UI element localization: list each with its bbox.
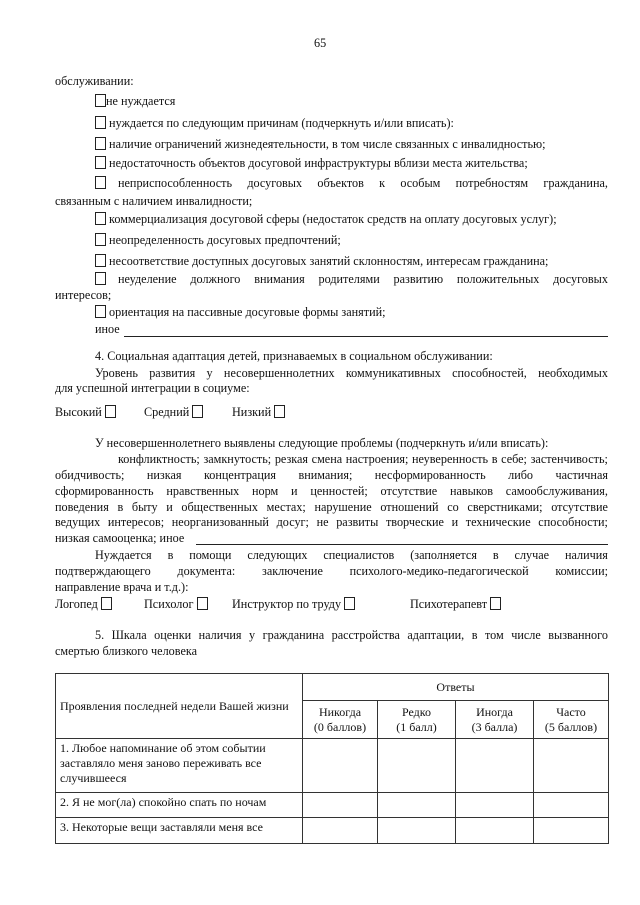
checkbox[interactable] <box>192 405 203 418</box>
row-question: 2. Я не мог(ла) спокойно спать по ночам <box>56 793 303 818</box>
option-parents-line2: интересов; <box>55 288 112 302</box>
problems-line3: сформированность нравственных норм и ценностей; отсутствие навыков самообслуживания, <box>55 484 608 498</box>
col-often: Часто (5 баллов) <box>534 701 609 739</box>
answer-cell[interactable] <box>303 739 378 793</box>
checkbox[interactable] <box>95 254 106 267</box>
answer-cell[interactable] <box>378 739 456 793</box>
answer-cell[interactable] <box>456 739 534 793</box>
table-row <box>56 739 609 793</box>
checkbox[interactable] <box>101 597 112 610</box>
level-line1: Уровень развития у несовершеннолетних коммуникативных способностей, необходимых <box>95 366 608 380</box>
header-manifestations: Проявления последней недели Вашей жизни <box>56 674 303 739</box>
checkbox[interactable] <box>344 597 355 610</box>
answer-cell[interactable] <box>456 793 534 818</box>
answer-cell[interactable] <box>534 793 609 818</box>
level-medium[interactable]: Средний <box>144 405 203 420</box>
option-infrastructure[interactable]: недостаточность объектов досуговой инфраструктуры вблизи места жительства; <box>95 156 528 171</box>
checkbox[interactable] <box>490 597 501 610</box>
row-question: 3. Некоторые вещи заставляли меня все <box>56 818 303 844</box>
answer-cell[interactable] <box>534 739 609 793</box>
answer-cell[interactable] <box>456 818 534 844</box>
other-input-line[interactable] <box>124 336 608 337</box>
level-low[interactable]: Низкий <box>232 405 285 420</box>
option-uncertainty[interactable]: неопределенность досуговых предпочтений; <box>95 233 341 248</box>
section5-heading-line1: 5. Шкала оценки наличия у гражданина расстройства адаптации, в том числе вызванного <box>95 628 608 642</box>
checkbox[interactable] <box>95 116 106 129</box>
checkbox[interactable] <box>274 405 285 418</box>
option-parents-line1: неуделение должного внимания родителями развитию положительных досуговых <box>118 272 608 286</box>
specialist-psychologist[interactable]: Психолог <box>144 597 208 612</box>
specialist-psychotherapist[interactable]: Психотерапевт <box>410 597 501 612</box>
checkbox-unfit[interactable] <box>95 176 106 189</box>
specialists-line2: подтверждающего документа: заключение психолого-медико-педагогической комиссии; <box>55 564 608 578</box>
option-passive[interactable]: ориентация на пассивные досуговые формы занятий; <box>95 305 386 320</box>
answer-cell[interactable] <box>303 818 378 844</box>
checkbox-parents[interactable] <box>95 272 106 285</box>
problems-line2: обидчивость; низкая концентрация внимания; несформированность либо частичная <box>55 468 608 482</box>
option-unfit-line1: неприспособленность досуговых объектов к особым потребностям гражданина, <box>118 176 608 190</box>
answer-cell[interactable] <box>378 793 456 818</box>
adaptation-scale-table <box>55 673 609 844</box>
answer-cell[interactable] <box>534 818 609 844</box>
table-row <box>56 818 609 844</box>
checkbox[interactable] <box>105 405 116 418</box>
specialists-line1: Нуждается в помощи следующих специалистов (заполняется в случае наличия <box>95 548 608 562</box>
specialists-line3: направление врача и т.д.): <box>55 580 189 594</box>
problems-line5: ведущих интересов; неорганизованный досуг; не развиты творческие и технические способности; <box>55 515 608 529</box>
section5-heading-line2: смертью близкого человека <box>55 644 197 658</box>
checkbox[interactable] <box>95 212 106 225</box>
col-sometimes: Иногда (3 балла) <box>456 701 534 739</box>
checkbox[interactable] <box>95 137 106 150</box>
problems-line6: низкая самооценка; иное <box>55 531 185 545</box>
other-label: иное <box>95 322 120 336</box>
section4-heading: 4. Социальная адаптация детей, признаваемых в социальном обслуживании: <box>95 349 493 363</box>
answer-cell[interactable] <box>378 818 456 844</box>
option-limitations[interactable]: наличие ограничений жизнедеятельности, в том числе связанных с инвалидностью; <box>95 137 546 152</box>
option-needs[interactable]: нуждается по следующим причинам (подчеркнуть и/или вписать): <box>95 116 454 131</box>
answer-cell[interactable] <box>303 793 378 818</box>
option-commercialization[interactable]: коммерциализация досуговой сферы (недостаток средств на оплату досуговых услуг); <box>95 212 557 227</box>
checkbox[interactable] <box>95 305 106 318</box>
checkbox[interactable] <box>95 94 106 107</box>
problems-line4: поведения в быту и общественных местах; нарушение отношений со сверстниками; отсутствие <box>55 500 608 514</box>
problems-line1: конфликтность; замкнутость; резкая смена настроения; неуверенность в себе; застенчивость; <box>118 452 608 466</box>
intro-word: обслуживании: <box>55 74 134 88</box>
checkbox[interactable] <box>95 156 106 169</box>
header-answers: Ответы <box>303 674 609 701</box>
specialist-labor-instructor[interactable]: Инструктор по труду <box>232 597 355 612</box>
option-mismatch[interactable]: несоответствие доступных досуговых занятий склонностям, интересам гражданина; <box>95 254 548 269</box>
checkbox[interactable] <box>197 597 208 610</box>
page-number: 65 <box>314 36 327 50</box>
checkbox[interactable] <box>95 233 106 246</box>
row-question: 1. Любое напоминание об этом событии заставляло меня заново переживать все случившееся <box>56 739 303 793</box>
table-row <box>56 793 609 818</box>
option-no-need[interactable]: не нуждается <box>95 94 175 109</box>
problems-intro: У несовершеннолетнего выявлены следующие проблемы (подчеркнуть и/или вписать): <box>95 436 549 450</box>
option-unfit-line2: связанным с наличием инвалидности; <box>55 194 253 208</box>
level-line2: для успешной интеграции в социуме: <box>55 381 250 395</box>
problems-other-line[interactable] <box>196 544 608 545</box>
col-rarely: Редко (1 балл) <box>378 701 456 739</box>
col-never: Никогда (0 баллов) <box>303 701 378 739</box>
specialist-speech-therapist[interactable]: Логопед <box>55 597 112 612</box>
level-high[interactable]: Высокий <box>55 405 116 420</box>
